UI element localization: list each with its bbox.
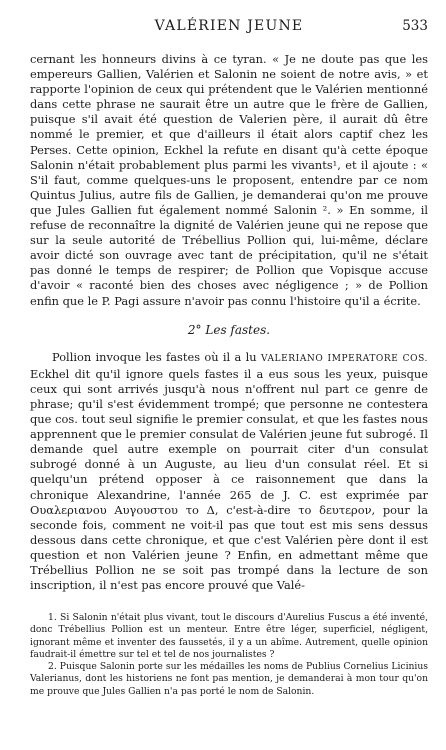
paragraph-fastes-rest: Eckhel dit qu'il ignore quels fastes il a eus sous les yeux, puisque ceux qui sont arrivés jusqu'à nous n'offrent nul part ce genre de phrase; qu'il s'est évidemment trompé; que personne ne contestera que cos. tout seul signifie le premier consulat, et que les fastes nous apprennent que le premier consulat de Valérien jeune fut subrogé. Il demande quel autre exemple on pourrait citer d'un consulat subrogé donné à un Auguste, au lieu d'un consulat réel. Et si quelqu'un prétend opposer à ce raisonnement que dans la chronique Alexandrine, l'année 265 de J. C. est exprimée par Ουαλεριανου Αυγουστου το Δ, c'est-à-dire το δευτερον, pour la seconde fois, comment ne voit-il pas que tout est mis sens dessus dessous dans cette chronique, et que c'est Valérien père dont il est question et non Valérien jeune ? Enfin, en admettant même que Trébellius Pollion ne se soit pas trompé dans la lecture de son inscription, il n'est pas encore prouvé que Valé- [30, 366, 428, 593]
paragraph-fastes [30, 350, 428, 594]
footnotes [30, 612, 428, 698]
page-header [30, 18, 428, 38]
page-number: 533 [402, 18, 428, 34]
paragraph-continuation: cernant les honneurs divins à ce tyran. « Je ne doute pas que les empereurs Gallien, Valérien et Salonin ne soient de notre avis, » et rapporte l'opinion de ceux qui prétendent que le Valérien mentionné dans cette phrase ne saurait être un autre que le frère de Gallien, puisque s'il avait été question de Valerien père, il aurait dû être nommé le premier, et que d'ailleurs il était alors captif chez les Perses. Cette opinion, Eckhel la refute en disant qu'à cette époque Salonin n'était probablement plus parmi les vivants¹, et il ajoute : « S'il faut, comme quelques-uns le proposent, entendre par ce nom Quintus Julius, autre fils de Gallien, je demanderai qu'on me prouve que Jules Gallien fut également nommé Salonin ². » En somme, il refuse de reconnaître la dignité de Valérien jeune qui ne repose que sur la seule autorité de Trébellius Pollion qui, lui-même, déclare avoir dicté son ouvrage avec tant de précipitation, qu'il ne s'était pas donné le temps de respirer; de Pollion que Vopisque accuse d'avoir « raconté bien des choses avec négligence ; » de Pollion enfin que le P. Pagi assure n'avoir pas connu l'histoire qu'il a écrite. [30, 52, 428, 308]
footnote-2: 2. Puisque Salonin porte sur les médailles les noms de Publius Cornelius Licinius Valerianus, dont les historiens ne font pas mention, je demanderai à mon tour qu'on me prouve que Jules Gallien n'a pas porté le nom de Salonin. [30, 661, 428, 697]
section-heading: 2° Les fastes. [187, 322, 271, 337]
inscription-quote: VALERIANO IMPERATORE COS. [260, 353, 428, 364]
paragraph-fastes-lead: Pollion invoque les fastes où il a lu [52, 349, 261, 364]
main-text [30, 52, 428, 593]
footnote-1: 1. Si Salonin n'était plus vivant, tout le discours d'Aurelius Fuscus a été inventé, donc Trébellius Pollion est un menteur. Entre être léger, superficiel, négligent, ignorant même et inventer des faussetés, il y a un abîme. Autrement, quelle opinion faudrait-il émettre sur tel et tel de nos journalistes ? [30, 612, 428, 660]
running-title: VALÉRIEN JEUNE [154, 18, 304, 34]
